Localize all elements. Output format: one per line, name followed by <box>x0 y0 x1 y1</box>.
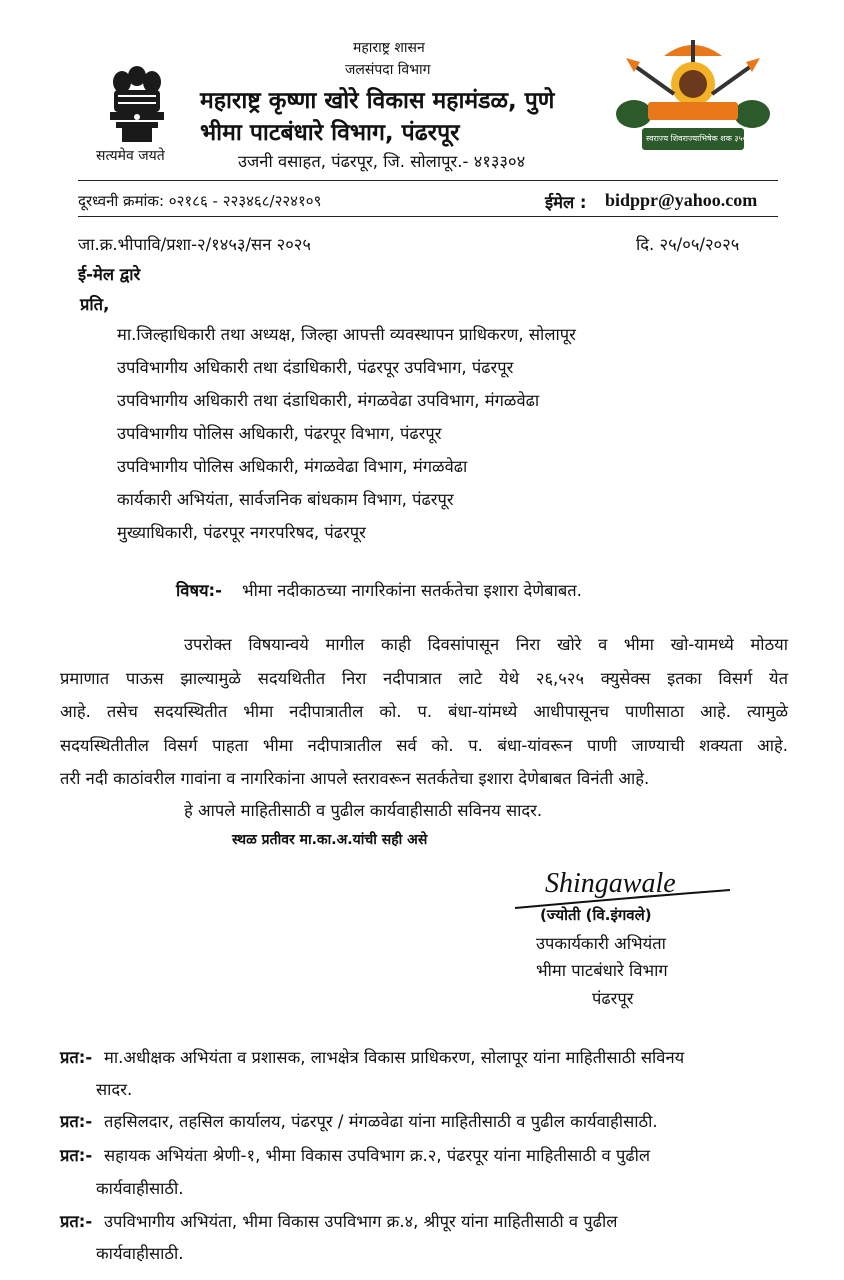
signatory-place: पंढरपूर <box>592 989 634 1008</box>
recipient-item: मा.जिल्हाधिकारी तथा अध्यक्ष, जिल्हा आपत्ती व्यवस्थापन प्राधिकरण, सोलापूर <box>117 325 576 344</box>
body-line: प्रमाणात पाऊस झाल्यामुळे सदयथितीत निरा नदीपात्रात लाटे येथे २६,५२५ क्युसेक्स इतका विसर्ग येत <box>60 668 788 688</box>
email-link[interactable]: bidppr@yahoo.com <box>605 190 758 210</box>
to-label: प्रति, <box>80 295 110 314</box>
contact-divider <box>78 216 778 217</box>
body-line: उपरोक्त विषयान्वये मागील काही दिवसांपासून निरा खोरे व भीमा खो-यामध्ये मोठया <box>184 635 788 654</box>
phone-number: दूरध्वनी क्रमांक: ०२१८६ - २२३४६८/२२४१०९ <box>78 192 322 210</box>
signature-script: Shingawale <box>545 868 676 899</box>
body-line: तरी नदी काठांवरील गावांना व नागरिकांना आपले स्तरावरून सतर्कतेचा इशारा देणेबाबत विनंती आहे. <box>60 769 650 789</box>
body-paragraph <box>60 628 788 796</box>
copy-line: सहायक अभियंता श्रेणी-१, भीमा विकास उपविभाग क्र.२, पंढरपूर यांना माहितीसाठी व पुढील <box>104 1146 651 1165</box>
subject-text: भीमा नदीकाठच्या नागरिकांना सतर्कतेचा इशारा देणेबाबत. <box>242 581 582 600</box>
signatory-name: (ज्योती (वि.इंगवले) <box>540 906 652 924</box>
division-title: भीमा पाटबंधारे विभाग, पंढरपूर <box>200 120 460 146</box>
org-title: महाराष्ट्र कृष्णा खोरे विकास महामंडळ, पुणे <box>200 88 555 114</box>
copy-label: प्रत:- <box>60 1146 93 1165</box>
signatory-office: भीमा पाटबंधारे विभाग <box>536 961 668 980</box>
recipient-item: उपविभागीय पोलिस अधिकारी, मंगळवेढा विभाग, मंगळवेढा <box>117 457 468 476</box>
recipient-item: उपविभागीय अधिकारी तथा दंडाधिकारी, मंगळवेढा उपविभाग, मंगळवेढा <box>117 391 540 410</box>
recipient-item: कार्यकारी अभियंता, सार्वजनिक बांधकाम विभाग, पंढरपूर <box>117 490 454 509</box>
govt-name: महाराष्ट्र शासन <box>353 40 425 56</box>
email-label: ईमेल : <box>545 193 587 212</box>
national-emblem-icon <box>100 62 174 144</box>
department-name: जलसंपदा विभाग <box>345 62 431 78</box>
copy-line: कार्यवाहीसाठी. <box>96 1179 184 1198</box>
copy-line: मा.अधीक्षक अभियंता व प्रशासक, लाभक्षेत्र विकास प्राधिकरण, सोलापूर यांना माहितीसाठी सविनय <box>104 1048 685 1067</box>
office-address: उजनी वसाहत, पंढरपूर, जि. सोलापूर.- ४१३३०४ <box>238 152 526 171</box>
emblem-motto: सत्यमेव जयते <box>96 148 165 164</box>
closing-line: हे आपले माहितीसाठी व पुढील कार्यवाहीसाठी सविनय सादर. <box>184 801 543 820</box>
copy-label: प्रत:- <box>60 1048 93 1067</box>
recipient-item: उपविभागीय अधिकारी तथा दंडाधिकारी, पंढरपूर उपविभाग, पंढरपूर <box>117 358 514 377</box>
reference-number: जा.क्र.भीपावि/प्रशा-२/१४५३/सन २०२५ <box>78 235 311 254</box>
copy-line: तहसिलदार, तहसिल कार्यालय, पंढरपूर / मंगळवेढा यांना माहितीसाठी व पुढील कार्यवाहीसाठी. <box>104 1112 658 1131</box>
copy-label: प्रत:- <box>60 1112 93 1131</box>
letter-date: दि. २५/०५/२०२५ <box>636 235 740 254</box>
subject-label: विषय:- <box>176 581 223 600</box>
signed-note: स्थळ प्रतीवर मा.का.अ.यांची सही असे <box>232 832 428 848</box>
copy-line: उपविभागीय अभियंता, भीमा विकास उपविभाग क्र.४, श्रीपूर यांना माहितीसाठी व पुढील <box>104 1212 618 1231</box>
copy-line: कार्यवाहीसाठी. <box>96 1244 184 1263</box>
crest-caption: स्वराज्य शिवराज्याभिषेक शक ३५० <box>646 134 747 143</box>
copy-label: प्रत:- <box>60 1212 93 1231</box>
body-line: आहे. तसेच सदयस्थितीत भीमा नदीपात्रातील को. प. बंधा-यांमध्ये आधीपासूनच पाणीसाठा आहे. त्यामुळे <box>60 702 788 722</box>
header-divider <box>78 180 778 181</box>
copy-line: सादर. <box>96 1080 133 1099</box>
signatory-designation: उपकार्यकारी अभियंता <box>536 934 666 953</box>
body-line: सदयस्थितीतील विसर्ग पाहता भीमा नदीपात्रातील सर्व को. प. बंधा-यांवरून पाणी जाण्याची शक्यता आहे. <box>60 735 788 755</box>
recipient-item: उपविभागीय पोलिस अधिकारी, पंढरपूर विभाग, पंढरपूर <box>117 424 442 443</box>
delivery-mode: ई-मेल द्वारे <box>78 265 141 284</box>
recipient-item: मुख्याधिकारी, पंढरपूर नगरपरिषद, पंढरपूर <box>117 523 366 542</box>
